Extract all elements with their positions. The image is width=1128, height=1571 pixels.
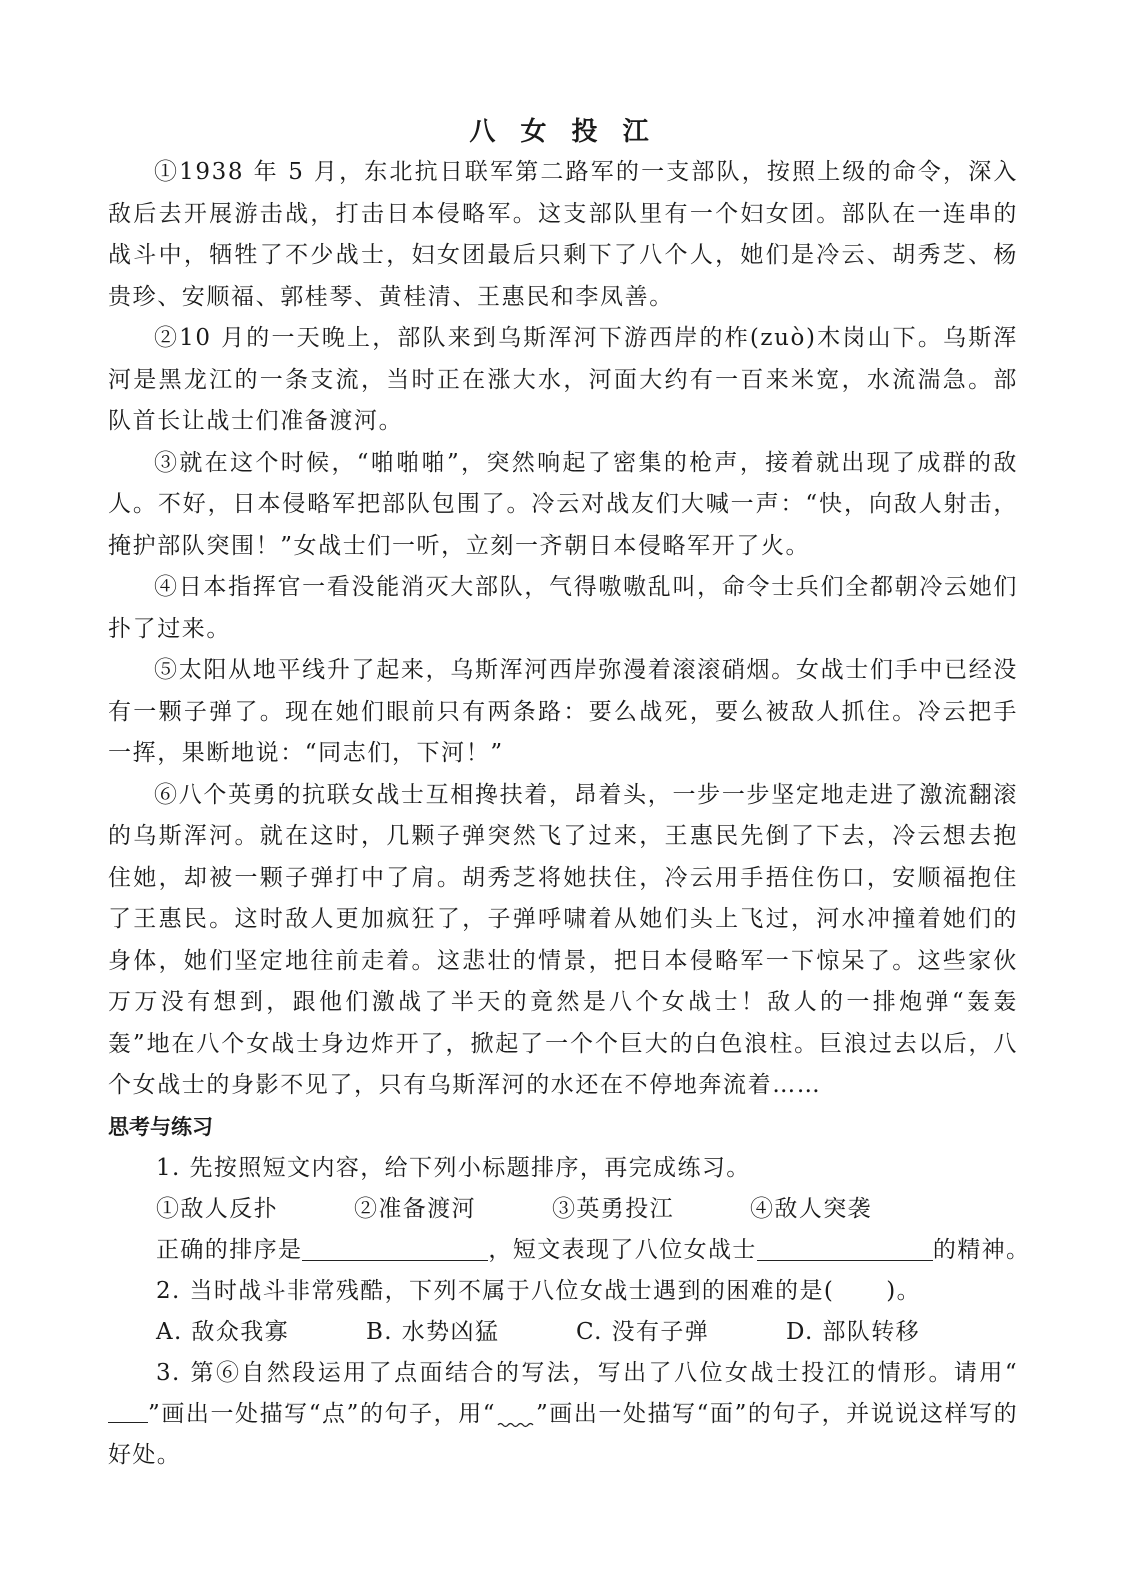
question-3-part1: 3. 第⑥自然段运用了点面结合的写法，写出了八位女战士投江的情形。请用 [156, 1359, 1005, 1386]
question-1: 1. 先按照短文内容，给下列小标题排序，再完成练习。 [156, 1154, 751, 1181]
exercise-heading: 思考与练习 [108, 1114, 213, 1139]
fill-middle: ，短文表现了八位女战士 [488, 1236, 757, 1263]
worksheet-page [108, 112, 1031, 1476]
question-1-options [108, 1189, 1018, 1230]
question-1-fill [108, 1230, 1031, 1271]
question-2 [108, 1271, 1018, 1312]
choice-d[interactable]: D. 部队转移 [786, 1318, 921, 1345]
article-title: 八 女 投 江 [469, 117, 657, 147]
fill-prefix: 正确的排序是 [156, 1236, 303, 1263]
question-2-choices [108, 1312, 1018, 1353]
subtitle-option-2: ②准备渡河 [354, 1195, 476, 1222]
spirit-answer-blank[interactable] [757, 1234, 933, 1261]
order-answer-blank[interactable] [302, 1234, 488, 1261]
fill-suffix: 的精神。 [932, 1236, 1031, 1263]
paragraph-4: ④日本指挥官一看没能消灭大部队，气得嗷嗷乱叫，命令士兵们全都朝冷云她们扑了过来。 [108, 574, 1018, 642]
question-3-part2: ”画出一处描写“点”的句子，用“ [148, 1400, 496, 1427]
paragraph-2: ②10 月的一天晚上，部队来到乌斯浑河下游西岸的柞(zuò)木岗山下。乌斯浑河是黑龙江的一条支流，当时正在涨大水，河面大约有一百来米宽，水流湍急。部队首长让战士们准备渡河。 [108, 325, 1018, 434]
paragraph-1: ①1938 年 5 月，东北抗日联军第二路军的一支部队，按照上级的命令，深入敌后去开展游击战，打击日本侵略军。这支部队里有一个妇女团。部队在一连串的战斗中，牺牲了不少战士，妇女团最后只剩下了八个人，她们是冷云、胡秀芝、杨贵珍、安顺福、郭桂琴、黄桂清、王惠民和李凤善。 [108, 159, 1018, 310]
subtitle-option-4: ④敌人突袭 [750, 1195, 872, 1222]
straight-underline-mark [108, 1400, 148, 1423]
question-3-part3: ”画出一处描写“面”的句子，并说说这样写的好处。 [108, 1400, 1018, 1468]
subtitle-option-1: ①敌人反扑 [156, 1195, 278, 1222]
choice-b[interactable]: B. 水势凶猛 [366, 1318, 500, 1345]
paragraph-6: ⑥八个英勇的抗联女战士互相搀扶着，昂着头，一步一步坚定地走进了激流翻滚的乌斯浑河。就在这时，几颗子弹突然飞了过来，王惠民先倒了下去，冷云想去抱住她，却被一颗子弹打中了肩。胡秀芝将她扶住，冷云用手捂住伤口，安顺福抱住了王惠民。这时敌人更加疯狂了，子弹呼啸着从她们头上飞过，河水冲撞着她们的身体，她们坚定地往前走着。这悲壮的情景，把日本侵略军一下惊呆了。这些家伙万万没有想到，跟他们激战了半天的竟然是八个女战士！敌人的一排炮弹“轰轰轰”地在八个女战士身边炸开了，掀起了一个个巨大的白色浪柱。巨浪过去以后，八个女战士的身影不见了，只有乌斯浑河的水还在不停地奔流着…… [108, 781, 1018, 1098]
paragraph-3: ③就在这个时候，“啪啪啪”，突然响起了密集的枪声，接着就出现了成群的敌人。不好，日本侵略军把部队包围了。冷云对战友们大喊一声：“快，向敌人射击，掩护部队突围！”女战士们一听，立刻一齐朝日本侵略军开了火。 [108, 449, 1018, 559]
quote-open: “ [1004, 1359, 1018, 1386]
paragraph-5: ⑤太阳从地平线升了起来，乌斯浑河西岸弥漫着滚滚硝烟。女战士们手中已经没有一颗子弹了。现在她们眼前只有两条路：要么战死，要么被敌人抓住。冷云把手一挥，果断地说：“同志们，下河！” [108, 657, 1018, 766]
subtitle-option-3: ③英勇投江 [552, 1195, 674, 1222]
wavy-underline-mark [496, 1407, 536, 1429]
choice-a[interactable]: A. 敌众我寡 [156, 1318, 290, 1345]
question-2-close: )。 [886, 1277, 922, 1304]
question-2-text: 2. 当时战斗非常残酷，下列不属于八位女战士遇到的困难的是( [156, 1277, 835, 1304]
choice-c[interactable]: C. 没有子弹 [576, 1318, 710, 1345]
question-3 [108, 1353, 1018, 1476]
